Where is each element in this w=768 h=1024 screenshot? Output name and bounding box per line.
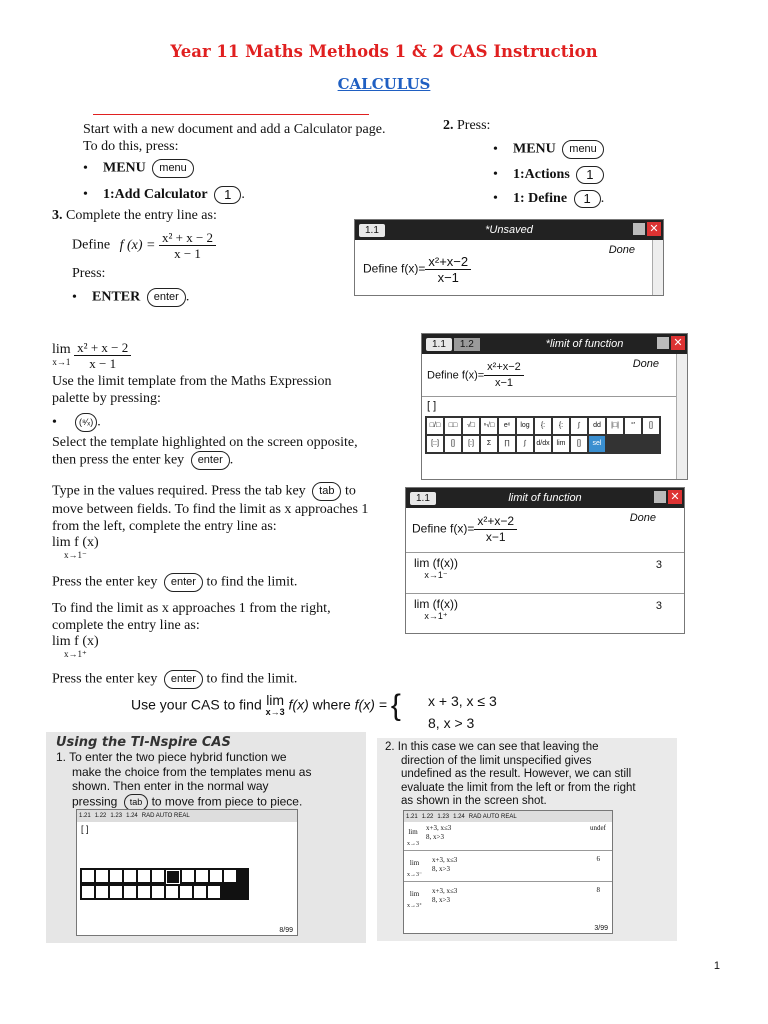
mini-tab[interactable]: 1.21 <box>406 813 418 820</box>
mini-row-unspecified <box>404 822 612 851</box>
press-enter-row <box>52 573 368 592</box>
case-1: x+3, x≤3 <box>432 856 458 864</box>
ti-nspire-panel-left <box>46 732 366 943</box>
template-log[interactable]: log <box>517 418 533 434</box>
result-done: Done <box>632 358 659 370</box>
item-number: 1. <box>56 750 67 764</box>
period: . <box>229 452 234 468</box>
numerator: x² + x − 2 <box>74 340 131 356</box>
template-bracket[interactable]: [] <box>571 436 587 452</box>
period: . <box>97 414 101 430</box>
template-cell[interactable] <box>82 870 94 882</box>
define-text: Define f(x)= <box>427 369 485 382</box>
lim-sub: x→3⁺ <box>407 903 423 909</box>
template-cell[interactable] <box>152 886 164 898</box>
define-text: Define f(x)= <box>412 521 475 536</box>
mini-result-undef: undef <box>590 824 606 832</box>
step1-line1: Start with a new document and add a Calculator page. <box>83 122 386 137</box>
lim-sub: x→1⁻ <box>424 570 448 580</box>
lim-operator <box>52 341 71 368</box>
page-indicator: 8/99 <box>279 927 293 934</box>
ti-nspire-panel-right <box>377 738 677 941</box>
fraction <box>425 254 471 285</box>
panel-heading: Using the TI-Nspire CAS <box>56 735 231 750</box>
mini-tab[interactable]: 1.24 <box>126 813 138 819</box>
panel-left-line1: To enter the two piece hybrid function we <box>69 750 287 764</box>
hybrid-cases <box>428 690 497 734</box>
mini-tab[interactable]: 1.23 <box>437 813 450 820</box>
enter-key: enter <box>191 451 230 470</box>
lim-sub: x→1⁺ <box>424 611 448 621</box>
mini-lim <box>407 857 422 881</box>
template-cell[interactable] <box>194 886 206 898</box>
limit-line3: Select the template highlighted on the screen opposite, <box>52 435 358 450</box>
template-cell[interactable] <box>96 886 108 898</box>
panel-right-line3: undefined as the result. However, we can still <box>401 768 632 780</box>
step3-enter-bullet: • ENTER enter . <box>72 288 217 307</box>
numerator: x² + x − 2 <box>159 230 216 246</box>
tab-line1: Type in the values required. Press the tab key <box>52 483 306 499</box>
calculator-screen-3 <box>405 487 685 634</box>
tab-line1b: to <box>344 483 356 499</box>
lim-word: lim <box>52 341 71 357</box>
maths-template-palette <box>425 416 661 454</box>
template-cell[interactable] <box>208 886 220 898</box>
hybrid-fx: f(x) = <box>354 696 387 713</box>
step1-line2: To do this, press: <box>83 139 179 154</box>
mini-tab[interactable]: 1.22 <box>421 813 434 820</box>
panel-right-line5: as shown in the screen shot. <box>401 795 547 807</box>
hybrid-question <box>131 689 401 722</box>
press-enter-tail: to find the limit. <box>206 574 298 590</box>
scrollbar[interactable] <box>676 354 687 479</box>
mini-toolbar <box>77 810 297 822</box>
tab-line3: from the left, complete the entry line as: <box>52 519 277 534</box>
menu-key: menu <box>152 159 194 178</box>
mode-indicator: RAD AUTO REAL <box>141 813 190 819</box>
denominator: x − 1 <box>174 246 201 261</box>
limit-section <box>52 340 358 470</box>
lim-word: lim <box>409 890 420 898</box>
right-limit-value: 3 <box>655 600 662 612</box>
left-limit-expression <box>52 537 99 561</box>
step3-number: 3. <box>52 208 63 223</box>
scrollbar[interactable] <box>652 240 663 295</box>
press-enter-text: Press the enter key <box>52 671 158 687</box>
minimize-icon[interactable] <box>654 491 666 503</box>
step2-actions-bullet: • 1:Actions 1 <box>493 166 604 184</box>
lim-sub: x→1⁺ <box>63 649 87 659</box>
add-calculator-label: 1:Add Calculator <box>103 187 208 203</box>
lim-word: lim f (x) <box>52 634 99 649</box>
template-cell[interactable] <box>182 870 194 882</box>
case-2: 8, x>3 <box>432 865 450 873</box>
template-derivative[interactable]: d/dx <box>535 436 551 452</box>
entry-expression <box>427 360 524 391</box>
template-cell[interactable] <box>166 886 178 898</box>
divider <box>93 114 369 115</box>
menu-label: MENU <box>103 160 146 176</box>
panel-right-line2: direction of the limit unspecified gives <box>401 754 592 767</box>
panel-left-line4: pressing <box>72 794 118 809</box>
period: . <box>185 289 190 305</box>
tab-section <box>52 482 368 689</box>
menu-label: MENU <box>513 141 556 157</box>
case-2: 8, x>3 <box>426 833 444 841</box>
lim-text: lim (f(x)) <box>414 597 458 611</box>
numerator: x²+x−2 <box>425 254 471 270</box>
define-text: Define f(x)= <box>363 261 426 276</box>
close-icon[interactable]: ✕ <box>668 490 682 504</box>
page-indicator: 3/99 <box>594 925 608 932</box>
period: . <box>600 191 605 207</box>
define-word: Define <box>72 237 111 253</box>
screen-titlebar <box>422 334 687 354</box>
numerator: x²+x−2 <box>484 360 524 376</box>
mini-template-palette <box>80 868 249 900</box>
result-done: Done <box>608 244 635 256</box>
document-title: *limit of function <box>545 338 624 350</box>
limit-line1: Use the limit template from the Maths Expression <box>52 374 332 389</box>
template-cell[interactable] <box>180 886 192 898</box>
mini-result-left: 6 <box>596 855 600 863</box>
template-sum[interactable]: Σ <box>481 436 497 452</box>
template-abs[interactable]: |□| <box>607 418 623 434</box>
mini-cases <box>432 887 457 905</box>
tab-key: tab <box>124 794 149 811</box>
hybrid-lim <box>266 694 285 718</box>
panel-left-line4b: to move from piece to piece. <box>151 794 303 809</box>
template-exp[interactable]: eˣ <box>499 418 515 434</box>
panel-left-line3: shown. Then enter in the normal way <box>72 779 269 793</box>
template-power[interactable]: □□ <box>445 418 461 434</box>
fraction <box>474 514 517 545</box>
history-entry-define <box>406 508 684 553</box>
template-key: (⁸⁄ₓ) <box>75 413 97 432</box>
limit-line2: palette by pressing: <box>52 391 161 406</box>
history-entry <box>422 354 687 397</box>
left-limit-value: 3 <box>655 559 662 571</box>
tab-1-1[interactable]: 1.1 <box>359 224 385 237</box>
denominator: x−1 <box>437 270 459 285</box>
step1-text <box>83 121 385 204</box>
template-cell[interactable] <box>82 886 94 898</box>
lim-sub: x→1⁻ <box>63 550 87 560</box>
template-piecewise-2[interactable]: {: <box>553 418 569 434</box>
mini-lim <box>407 888 422 912</box>
step3-press: Press: <box>72 266 106 281</box>
mini-tab[interactable]: 1.24 <box>453 813 465 820</box>
case-1: x+3, x≤3 <box>432 887 458 895</box>
lim-sub: x→1 <box>52 356 71 367</box>
tab-line4: To find the limit as x approaches 1 from the right, <box>52 601 331 616</box>
menu-key: menu <box>562 140 604 159</box>
template-cell[interactable] <box>110 870 122 882</box>
press-enter-text: Press the enter key <box>52 574 158 590</box>
mini-result-right: 8 <box>596 886 600 894</box>
tab-key: tab <box>312 482 341 501</box>
lim-word: lim <box>266 692 285 708</box>
calculator-screen-1 <box>354 219 664 296</box>
lim-sub: x→3⁻ <box>407 872 423 878</box>
lim-word: lim f (x) <box>52 535 99 550</box>
tab-1-1[interactable]: 1.1 <box>426 338 452 351</box>
template-cell[interactable] <box>124 886 136 898</box>
template-key-bullet: • (⁸⁄ₓ) . <box>52 413 358 432</box>
step1-menu-bullet: • MENU menu <box>83 159 385 178</box>
template-piecewise[interactable] <box>166 870 180 884</box>
entry-expression <box>363 254 471 285</box>
minimize-icon[interactable] <box>633 223 645 235</box>
left-limit <box>414 557 458 581</box>
mini-cases <box>426 824 451 842</box>
limit-line4: then press the enter key <box>52 452 185 468</box>
template-dms[interactable]: °′ <box>625 418 641 434</box>
mini-calculator-screen-right <box>403 810 613 934</box>
template-cell[interactable] <box>224 870 236 882</box>
entry-cursor-box[interactable]: [ ] <box>427 400 437 412</box>
panel-right-line4: evaluate the limit from the left or from the right <box>401 781 636 794</box>
panel-left-text <box>56 750 361 811</box>
enter-key: enter <box>164 573 203 592</box>
lim-sub: x→3 <box>407 841 419 847</box>
tab-line2: move between fields. To find the limit as x approaches 1 <box>52 502 369 517</box>
hybrid-f: f(x) <box>288 696 309 713</box>
template-cell[interactable] <box>210 870 222 882</box>
lim-text: lim (f(x)) <box>414 556 458 570</box>
mini-row-left <box>404 851 612 882</box>
step2-press: Press: <box>457 118 491 133</box>
template-matrix-2[interactable]: [::] <box>427 436 443 452</box>
template-integral[interactable]: ∫ <box>517 436 533 452</box>
one-key: 1 <box>214 186 241 204</box>
case-2: 8, x>3 <box>432 896 450 904</box>
lim-sub: x→3 <box>265 707 285 717</box>
hybrid-case-2: 8, x > 3 <box>428 715 475 731</box>
template-sqrt[interactable]: √□ <box>463 418 479 434</box>
denominator: x−1 <box>485 530 506 544</box>
document-title: *Unsaved <box>485 224 533 236</box>
mini-tab[interactable]: 1.23 <box>110 813 123 819</box>
limit-line4-row <box>52 451 358 470</box>
template-fraction[interactable]: □/□ <box>427 418 443 434</box>
hybrid-case-1: x + 3, x ≤ 3 <box>428 693 497 709</box>
template-selected[interactable]: sel <box>589 436 605 452</box>
screen-titlebar <box>355 220 663 240</box>
page-title: Year 11 Maths Methods 1 & 2 CAS Instruction <box>170 42 598 61</box>
fx-label: f (x) = <box>119 237 156 253</box>
mini-calculator-screen-left <box>76 809 298 936</box>
history-entry <box>355 240 663 295</box>
template-nth-root[interactable]: ⁿ√□ <box>481 418 497 434</box>
template-cell[interactable] <box>138 886 150 898</box>
tab-1-2[interactable]: 1.2 <box>454 338 480 351</box>
press-enter-row-2 <box>52 670 368 689</box>
page-number: 1 <box>713 960 720 972</box>
enter-key: enter <box>164 670 203 689</box>
minimize-icon[interactable] <box>657 337 669 349</box>
template-limit[interactable]: lim <box>553 436 569 452</box>
template-cell[interactable] <box>196 870 208 882</box>
step1-addcalc-bullet: • 1:Add Calculator 1 . <box>83 187 245 203</box>
enter-key: enter <box>147 288 186 307</box>
template-row[interactable]: [] <box>445 436 461 452</box>
tab-line5: complete the entry line as: <box>52 618 200 633</box>
brace-icon: { <box>390 689 401 722</box>
template-system[interactable]: ∫ <box>571 418 587 434</box>
mode-indicator: RAD AUTO REAL <box>468 813 517 820</box>
limit-expression <box>52 340 358 371</box>
right-limit <box>414 598 458 622</box>
result-done: Done <box>629 512 656 524</box>
define-expression <box>72 230 217 261</box>
tab-line1-row <box>52 482 368 501</box>
calculator-screen-2 <box>421 333 688 480</box>
panel-right-text <box>385 741 675 809</box>
template-cell[interactable] <box>124 870 136 882</box>
numerator: x²+x−2 <box>474 514 517 530</box>
actions-label: 1:Actions <box>513 167 570 183</box>
press-enter-tail: to find the limit. <box>206 671 298 687</box>
mini-tab[interactable]: 1.22 <box>94 813 107 819</box>
close-icon[interactable]: ✕ <box>647 222 661 236</box>
page-subtitle: CALCULUS <box>337 75 431 93</box>
denominator: x−1 <box>494 377 514 389</box>
mini-cases <box>432 856 457 874</box>
mini-lim <box>407 826 419 850</box>
template-matrix[interactable]: [] <box>643 418 659 434</box>
entry-expression <box>412 514 517 545</box>
entry-cursor-box[interactable]: [ ] <box>81 824 89 834</box>
template-product[interactable]: ∏ <box>499 436 515 452</box>
mini-tab[interactable]: 1.21 <box>79 813 91 819</box>
hybrid-where: where <box>312 696 351 713</box>
step3-instruction: Complete the entry line as: <box>66 208 217 223</box>
history-entry-left <box>406 553 684 594</box>
hybrid-prefix: Use your CAS to find <box>131 696 262 713</box>
period: . <box>241 187 245 203</box>
template-cell[interactable] <box>96 870 108 882</box>
template-col[interactable]: [:] <box>463 436 479 452</box>
fraction <box>74 340 131 371</box>
template-cell[interactable] <box>110 886 122 898</box>
step3-text <box>52 207 217 307</box>
screen-titlebar <box>406 488 684 508</box>
denominator: x − 1 <box>89 356 117 371</box>
step2-number: 2. <box>443 118 454 133</box>
right-limit-expression <box>52 636 99 660</box>
panel-left-line2: make the choice from the templates menu as <box>72 764 312 779</box>
step2-text <box>443 117 604 208</box>
step2-define-bullet: • 1: Define 1 . <box>493 191 605 207</box>
document-title: limit of function <box>508 492 582 504</box>
template-cell[interactable] <box>138 870 150 882</box>
item-number: 2. <box>385 741 395 753</box>
fraction <box>484 360 524 391</box>
close-icon[interactable]: ✕ <box>671 336 685 350</box>
mini-row-right <box>404 882 612 912</box>
step2-menu-bullet: • MENU menu <box>493 140 604 159</box>
lim-word: lim <box>409 859 420 867</box>
template-cell[interactable] <box>152 870 164 882</box>
one-key: 1 <box>574 190 601 208</box>
template-system-2[interactable]: dd <box>589 418 605 434</box>
enter-label: ENTER <box>92 289 141 305</box>
tab-1-1[interactable]: 1.1 <box>410 492 436 505</box>
panel-right-line1: In this case we can see that leaving the <box>397 741 599 753</box>
lim-word: lim <box>408 828 418 836</box>
template-piecewise[interactable]: {: <box>535 418 551 434</box>
history-entry-right <box>406 594 684 634</box>
one-key: 1 <box>576 166 603 184</box>
fraction <box>159 230 216 261</box>
mini-toolbar <box>404 811 612 822</box>
case-1: x+3, x≤3 <box>426 824 452 832</box>
define-label: 1: Define <box>513 191 568 207</box>
